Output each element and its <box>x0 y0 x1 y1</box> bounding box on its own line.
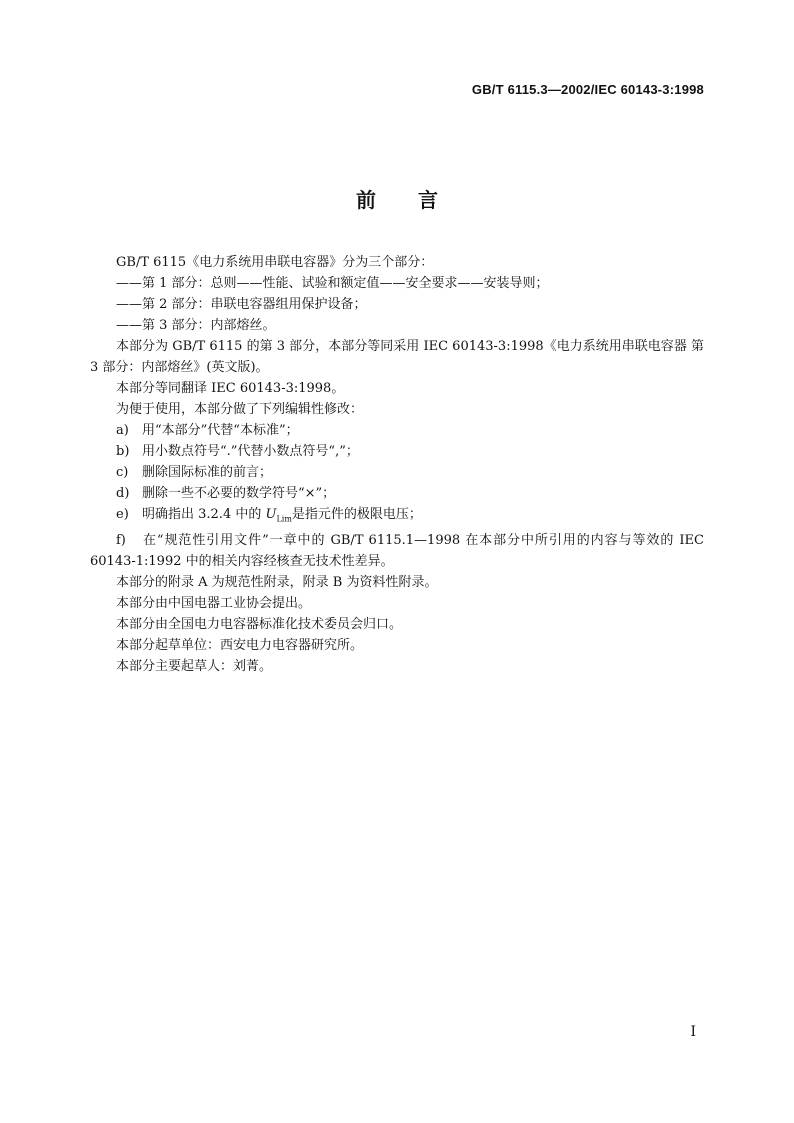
edit-text: 明确指出 3.2.4 中的 <box>142 507 266 522</box>
edit-item-d <box>90 483 704 504</box>
voltage-symbol: U <box>265 507 277 522</box>
annex-paragraph: 本部分的附录 A 为规范性附录，附录 B 为资料性附录。 <box>116 574 438 590</box>
committee-paragraph: 本部分由全国电力电容器标准化技术委员会归口。 <box>116 616 403 632</box>
list-marker: b) <box>116 444 130 459</box>
edit-text: 用小数点符号“.”代替小数点符号“,”； <box>142 444 359 459</box>
part-item-3: ——第 3 部分：内部熔丝。 <box>116 318 276 333</box>
edit-text: 在“规范性引用文件”一章中的 GB/T 6115.1—1998 在本部分中所引用的内容与等效的 IEC 60143-1:1992 中的相关内容经核查无技术性差异。 <box>90 532 704 569</box>
adoption-paragraph: 本部分为 GB/T 6115 的第 3 部分，本部分等同采用 IEC 60143-3:1998《电力系统用串联电容器 第 3 部分：内部熔丝》(英文版)。 <box>90 339 704 375</box>
edit-text: 是指元件的极限电压； <box>291 507 422 522</box>
edit-item-b <box>90 441 704 462</box>
edit-item-a <box>90 420 704 441</box>
edits-intro-paragraph: 为便于使用，本部分做了下列编辑性修改： <box>116 402 364 417</box>
page-title: 前言 <box>356 188 480 212</box>
list-marker: f) <box>116 532 126 548</box>
list-marker: d) <box>116 486 130 501</box>
proposer-paragraph: 本部分由中国电器工业协会提出。 <box>116 595 312 611</box>
foreword-body <box>90 252 704 677</box>
list-marker: e) <box>116 507 129 522</box>
edit-item-f <box>90 530 704 572</box>
edit-text: 用“本部分”代替“本标准”； <box>142 423 299 438</box>
part-item-2: ——第 2 部分：串联电容器组用保护设备； <box>116 297 367 312</box>
list-marker: a) <box>116 423 129 438</box>
edit-item-c <box>90 462 704 483</box>
part-item-1: ——第 1 部分：总则——性能、试验和额定值——安全要求——安装导则； <box>116 276 549 291</box>
list-marker: c) <box>116 465 129 480</box>
drafting-unit-paragraph: 本部分起草单位：西安电力电容器研究所。 <box>116 637 364 653</box>
standard-code-header: GB/T 6115.3—2002/IEC 60143-3:1998 <box>471 82 704 97</box>
page-number: I <box>690 1024 696 1040</box>
voltage-subscript: Lim <box>276 514 292 524</box>
edit-item-e <box>90 504 704 530</box>
edit-text: 删除一些不必要的数学符号“×”； <box>142 486 336 501</box>
edit-text: 删除国际标准的前言； <box>142 465 273 480</box>
intro-paragraph: GB/T 6115《电力系统用串联电容器》分为三个部分： <box>116 255 434 270</box>
drafters-paragraph: 本部分主要起草人：刘菁。 <box>116 658 273 674</box>
translation-paragraph: 本部分等同翻译 IEC 60143-3:1998。 <box>116 381 345 396</box>
